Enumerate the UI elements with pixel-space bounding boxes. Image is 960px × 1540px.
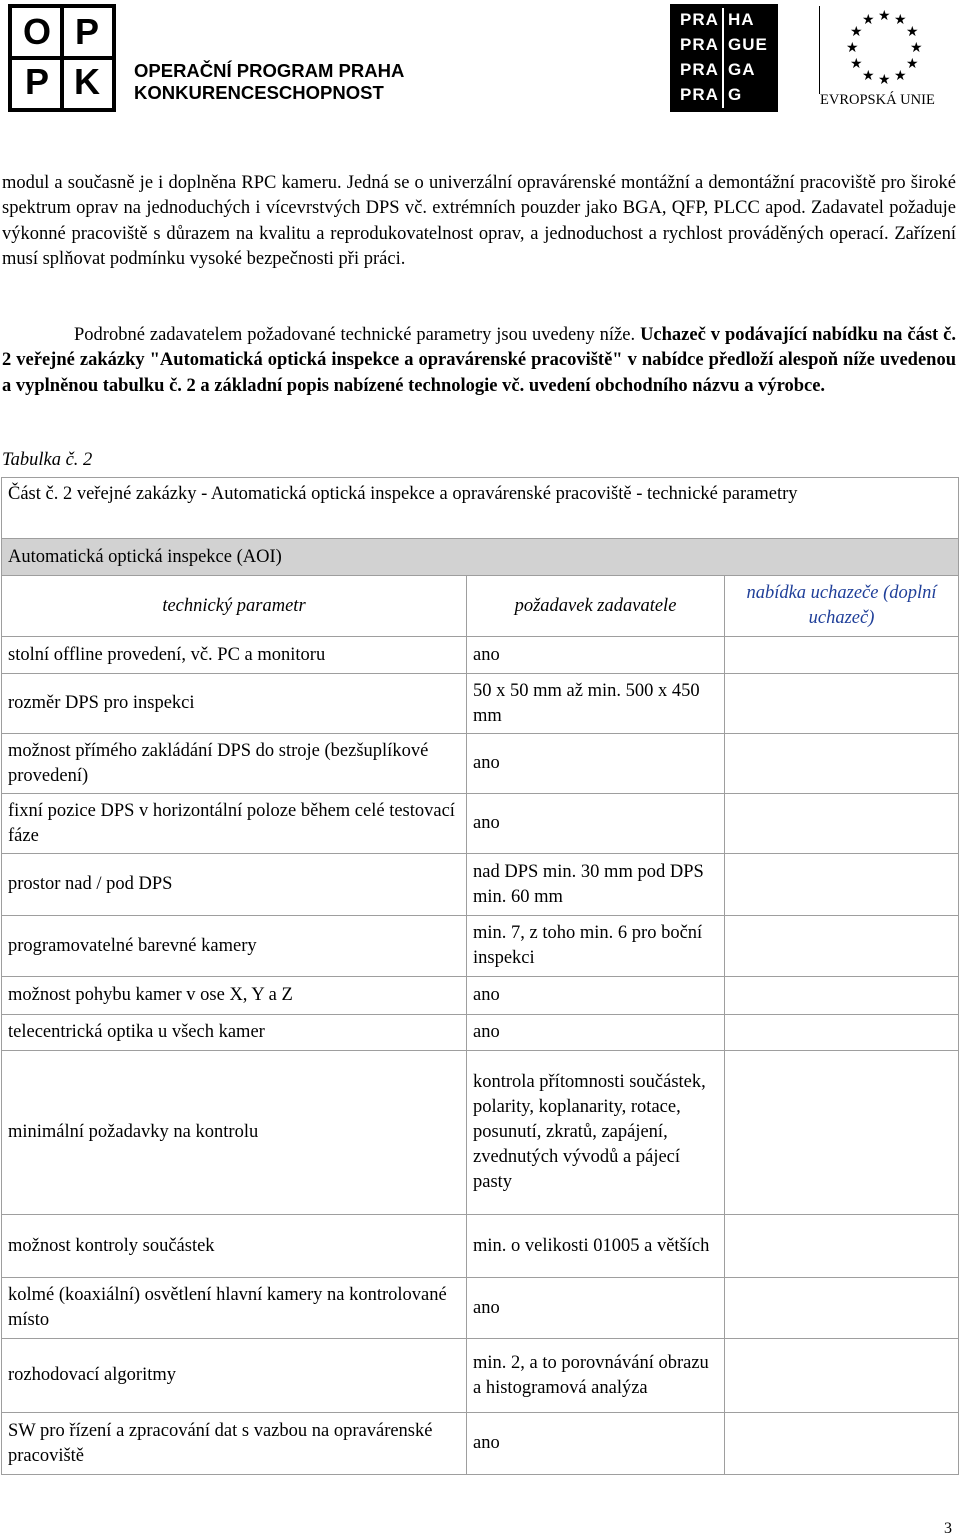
requirements-bold-text: Uchazeč v podávající nabídku na část č. 2 veřejné zakázky "Automatická optická inspekce a opravárenské pracoviště" v nabídce předloží alespoň níže uvedenou a vyplněnou tabulku č. 2 a základní popis nabízené technologie vč. uvedení obchodního názvu a výrobce. [2,325,956,396]
requirements-text: Podrobné zadavatelem požadované technické parametry jsou uvedeny níže. [74,325,641,345]
oppk-letter: P [74,11,99,52]
cell-parameter: možnost pohybu kamer v ose X, Y a Z [2,977,467,1015]
cell-offer[interactable] [725,977,959,1015]
cell-requirement: ano [467,794,725,854]
table-row [2,674,959,734]
table-row [2,916,959,977]
cell-parameter: programovatelné barevné kamery [2,916,467,977]
cell-offer[interactable] [725,1339,959,1413]
cell-offer[interactable] [725,674,959,734]
page-number: 3 [944,1520,952,1537]
praha-logo-text: GUE [728,35,768,54]
cell-offer[interactable] [725,1051,959,1215]
table-row [2,1051,959,1215]
table-row [2,637,959,674]
cell-requirement: kontrola přítomnosti součástek, polarity, koplanarity, rotace, posunutí, zkratů, zapájení, zvednutých vývodů a pájecí pasty [467,1051,725,1215]
oppk-letter: O [22,11,51,52]
cell-requirement: nad DPS min. 30 mm pod DPS min. 60 mm [467,854,725,916]
cell-parameter: rozměr DPS pro inspekci [2,674,467,734]
oppk-title-line1: OPERAČNÍ PROGRAM PRAHA [134,60,405,81]
cell-offer[interactable] [725,637,959,674]
table-section-title: Automatická optická inspekce (AOI) [2,539,959,576]
cell-offer[interactable] [725,1278,959,1339]
header-offer: nabídka uchazeče (doplní uchazeč) [725,576,959,637]
cell-requirement: min. 7, z toho min. 6 pro boční inspekci [467,916,725,977]
cell-offer[interactable] [725,734,959,794]
table-row [2,1015,959,1051]
cell-parameter: možnost kontroly součástek [2,1215,467,1278]
praha-logo-text: PRA [680,60,719,79]
header-requirement: požadavek zadavatele [467,576,725,637]
cell-parameter: kolmé (koaxiální) osvětlení hlavní kamery na kontrolované místo [2,1278,467,1339]
table-row [2,1339,959,1413]
table-title-row [2,478,959,539]
requirements-paragraph [2,323,956,399]
cell-requirement: ano [467,734,725,794]
praha-logo-text: PRA [680,35,719,54]
eu-flag-icon: ★ ★ ★ ★ ★ ★ ★ ★ ★ ★ ★ ★ [846,9,923,88]
header-parameter: technický parametr [2,576,467,637]
table-row [2,734,959,794]
cell-offer[interactable] [725,1215,959,1278]
cell-parameter: prostor nad / pod DPS [2,854,467,916]
oppk-logo-mark [8,4,116,112]
eu-label: EVROPSKÁ UNIE [820,92,935,108]
cell-requirement: ano [467,637,725,674]
table-title: Část č. 2 veřejné zakázky - Automatická optická inspekce a opravárenské pracoviště - technické parametry [2,478,959,539]
cell-requirement: ano [467,1015,725,1051]
table-row [2,1278,959,1339]
cell-offer[interactable] [725,1413,959,1475]
oppk-letter: K [74,61,100,102]
cell-requirement: min. 2, a to porovnávání obrazu a histogramová analýza [467,1339,725,1413]
table-row [2,977,959,1015]
cell-requirement: ano [467,977,725,1015]
cell-requirement: ano [467,1278,725,1339]
cell-parameter: SW pro řízení a zpracování dat s vazbou na opravárenské pracoviště [2,1413,467,1475]
cell-parameter: možnost přímého zakládání DPS do stroje (bezšuplíkové provedení) [2,734,467,794]
praha-logo-text: GA [728,60,756,79]
oppk-title-line2: KONKURENCESCHOPNOST [134,82,384,103]
praha-logo-text: HA [728,10,755,29]
cell-offer[interactable] [725,916,959,977]
praha-logo-text: G [728,85,743,104]
oppk-logo [8,4,408,116]
cell-parameter: telecentrická optika u všech kamer [2,1015,467,1051]
table-caption: Tabulka č. 2 [2,450,93,470]
logo-separator [819,6,820,94]
cell-requirement: ano [467,1413,725,1475]
table-header-row [2,576,959,637]
spec-table [1,477,959,1475]
praha-logo [670,4,778,112]
table-row [2,1215,959,1278]
cell-offer[interactable] [725,794,959,854]
table-row [2,1413,959,1475]
table-row [2,794,959,854]
intro-paragraph: modul a současně je i doplněna RPC kameru. Jedná se o univerzální opravárenské montážní a demontážní pracoviště pro široké spektrum oprav na jednoduchých i vícevrstvých DPS vč. extrémních pouzder jako BGA, QFP, PLCC apod. Zadavatel požaduje výkonné pracoviště s důrazem na kvalitu a reprodukovatelnost oprav, a jednoduchost a rychlost prováděných operací. Zařízení musí splňovat podmínku vysoké bezpečnosti při práci. [2,173,956,270]
oppk-letter: P [24,61,49,102]
cell-parameter: stolní offline provedení, vč. PC a monitoru [2,637,467,674]
praha-logo-text: PRA [680,85,719,104]
cell-parameter: rozhodovací algoritmy [2,1339,467,1413]
table-row [2,854,959,916]
cell-requirement: min. o velikosti 01005 a větších [467,1215,725,1278]
cell-parameter: minimální požadavky na kontrolu [2,1051,467,1215]
praha-logo-text: PRA [680,10,719,29]
cell-parameter: fixní pozice DPS v horizontální poloze během celé testovací fáze [2,794,467,854]
cell-offer[interactable] [725,854,959,916]
cell-requirement: 50 x 50 mm až min. 500 x 450 mm [467,674,725,734]
table-section-row [2,539,959,576]
cell-offer[interactable] [725,1015,959,1051]
